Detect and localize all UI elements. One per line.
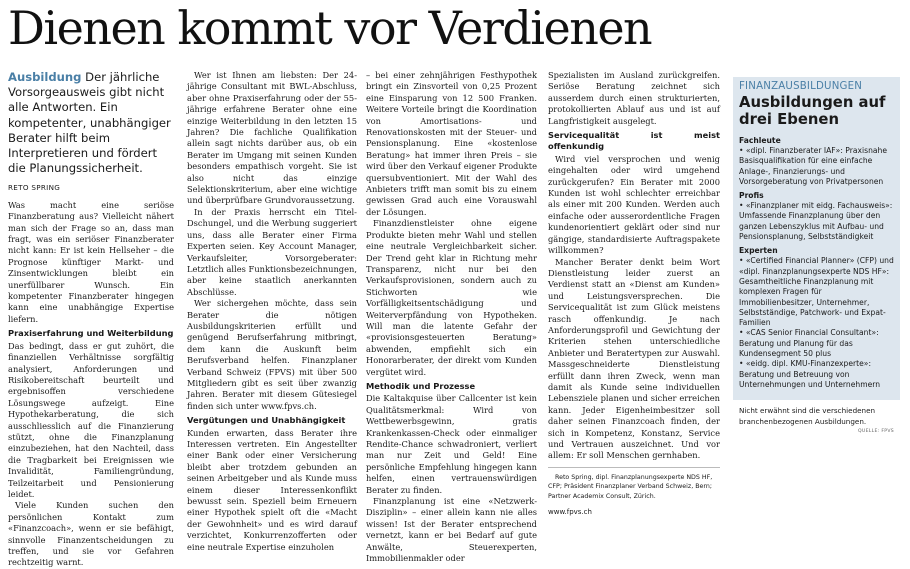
paragraph: Wer sichergehen möchte, dass sein Berater die nötigen Ausbildungskriterien erfüllt und genügend Berufserfahrung mitbringt, dem kann die Auskunft beim Berufsverband helfen. Finanzplaner Verband Schweiz (FPVS) mit über 500 Mitgliedern gibt es seit über zwanzig Jahren. Berater mit diesem Gütesiegel finden sich unter www.fpvs.ch. bbox=[187, 298, 357, 411]
paragraph: Mancher Berater denkt beim Wort Dienstleistung leider zuerst an Verdienst statt an «Dienst am Kunden» und Leistungsversprechen. Die Servicequalität ist zum Glück meistens rasch offenkundig. Je nach Anforderungsprofil und Gewichtung der Kriterien stehen unterschiedliche Anbieter und Beratertypen zur Auswahl. Massgeschneiderte Dienstleistung erfüllt dann ihren Zweck, wenn man damit als Kunde seine individuellen Lebensziele planen und sicher erreichen kann. Jeder Eigenheimbesitzer soll daher seinen Finanzcoach finden, der sich in Kompetenz, Konstanz, Service und Vertrauen auszeichnet. Und vor allem: Er soll Menschen gernhaben. bbox=[548, 256, 720, 461]
section-heading-profis: Profis bbox=[739, 191, 764, 201]
info-box bbox=[733, 77, 900, 507]
info-box-kicker: FINANZAUSBILDUNGEN bbox=[739, 81, 863, 92]
paragraph: Finanzplanung ist eine «Netzwerk-Disziplin» – einer allein kann nie alles wissen! Ist der Berater entsprechend vernetzt, kann er bei Bedarf auf gute Anwälte, Steuerexperten, Immobilienmakler oder bbox=[366, 496, 537, 564]
section-heading-fachleute: Fachleute bbox=[739, 136, 781, 145]
paragraph: Finanzdienstleister ohne eigene Produkte bieten mehr Wahl und stellen eine neutrale Vergleichbarkeit sicher. Der Trend geht klar in Richtung mehr Transparenz, nicht nur bei den Verkaufsprovisionen, sondern auch zu Stichworten wie Vorfälligkeitsentschädigung und Weiterverpfändung von Hypotheken. Will man die latente Gefahr der «provisionsgesteuerten Beratung» abwenden, empfiehlt sich ein Honorarberater, der direkt vom Kunden vergütet wird. bbox=[366, 218, 537, 377]
paragraph: Die Kaltakquise über Callcenter ist kein Qualitätsmerkmal: Wird von Wettbewerbsgewinn, gratis Krankenkassen-Check oder einmaliger Rendite-Chance schwadroniert, verliert man nur Zeit und Geld! Eine persönliche Empfehlung hingegen kann helfen, einen vertrauenswürdigen Berater zu finden. bbox=[366, 393, 537, 495]
lead bbox=[8, 70, 174, 176]
paragraph: Kunden erwarten, dass Berater ihre Interessen vertreten. Ein Angestellter einer Bank oder einer Versicherung bleibt aber trotzdem gebunden an seinen Arbeitgeber und als Kunde muss einem dieser Interessenkonflikt bewusst sein. Speziell beim Erneuern einer Hypothek spielt oft die «Macht der Gewohnheit» und es wird darauf verzichtet, Konkurrenzofferten oder eine neutrale Expertise einzuholen bbox=[187, 427, 357, 552]
paragraph: Viele Kunden suchen den persönlichen Kontakt zum «Finanzcoach», wenn er sie befähigt, sinnvolle Finanzentscheidungen zu treffen, und sie vor Gefahren rechtzeitig warnt. bbox=[8, 500, 174, 568]
paragraph: Wird viel versprochen und wenig eingehalten oder wird umgehend zurückgerufen? Ein Berater mit 2000 Kunden ist wohl schlechter erreichbar als einer mit 200 Kunden. Werden auch einfache oder ausserordentliche Fragen kundenorientiert geklärt oder sind nur gängige, standardisierte Auftragspakete willkommen? bbox=[548, 153, 720, 256]
paragraph: – bei einer zehnjährigen Festhypothek bringt ein Zinsvorteil von 0,25 Prozent eine Einsparung von 12 500 Franken. Weitere Vorteile bringt die Koordination von Amortisations- und Renovationskosten mit der Steuer- und Pensionsplanung. Eine «kostenlose Beratung» hat immer ihren Preis – sie wird über den Verkauf eigener Produkte quersubventioniert. Mit der Wahl des Anbieters trifft man somit bis zu einem gewissen Grad auch eine Vorauswahl der Lösungen. bbox=[366, 70, 537, 217]
lead-kicker: Ausbildung bbox=[8, 70, 82, 84]
subheading: Servicequalität ist meist offenkundig bbox=[548, 130, 720, 152]
subheading: Praxiserfahrung und Weiterbildung bbox=[8, 328, 174, 339]
subheading: Methodik und Prozesse bbox=[366, 380, 476, 391]
divider bbox=[548, 467, 720, 468]
source-label: QUELLE: FPVS bbox=[858, 428, 894, 434]
section-text-profis: • «Finanzplaner mit eidg. Fachausweis»: Umfassende Finanzplanung über den ganzen Lebenszyklus mit Aufbau- und Pensionsplanung, Selbstständigkeit bbox=[739, 201, 893, 242]
section-text-experten: • «Certified Financial Planner» (CFP) und «dipl. Finanzplanungsexperte NDS HF»: Gesamtheitliche Finanzplanung mit komplexen Fragen für Immobilienbesitzer, Unternehmer, Selbstständige, Patchwork- und Expat-Familien • «CAS Senior Financial Consultant»: Beratung und Planung für das Kundensegment 50 plus • «eidg. dipl. KMU-Finanzexperte»: Beratung und Betreuung von Unternehmungen und Unternehmern bbox=[739, 256, 894, 389]
column-4 bbox=[548, 70, 720, 517]
info-box-note: Nicht erwähnt sind die verschiedenen branchenbezogenen Ausbildungen. bbox=[739, 406, 876, 426]
author-credits: Reto Spring, dipl. Finanzplanungsexperte NDS HF, CFP; Präsident Finanzplaner Verband Schweiz, Bern; Partner Academix Consult, Zürich. bbox=[548, 473, 713, 500]
paragraph: Das bedingt, dass er gut zuhört, die finanziellen Verhältnisse sorgfältig analysiert, Anforderungen und Risikobereitschaft beurteilt und ergebnisoffen verschiedene Lösungswege aufzeigt. Eine Hypothekarberatung, die sich ausschliesslich auf die Finanzierung stützt, ohne die Finanzplanung einzubeziehen, hat den Nachteil, dass die Tragbarkeit bei Ereignissen wie Invalidität, Familiengründung, Teilzeitarbeit und Pensionierung leidet. bbox=[8, 340, 174, 499]
headline: Dienen kommt vor Verdienen bbox=[8, 1, 652, 55]
section-heading-experten: Experten bbox=[739, 246, 778, 256]
paragraph: Wer ist Ihnen am liebsten: Der 24-jährige Consultant mit BWL-Abschluss, aber ohne Praxiserfahrung oder der 55-jährige erfahrene Berater ohne eine einzige Weiterbildung in den letzten 15 Jahren? Die fachliche Qualifikation allein sagt nichts darüber aus, ob ein Berater im Umgang mit seinen Kunden besonders empathisch vorgeht. Sie ist also nicht das einzige Selektionskriterium, aber eine wichtige und überprüfbare Grundvoraussetzung. bbox=[187, 70, 357, 206]
byline: RETO SPRING bbox=[8, 183, 61, 193]
column-3 bbox=[366, 70, 537, 564]
paragraph: Spezialisten im Ausland zurückgreifen. Seriöse Beratung zeichnet sich ausserdem durch einen strukturierten, protokollierten Ablauf aus und ist auf Langfristigkeit ausgelegt. bbox=[548, 70, 720, 126]
info-box-title: Ausbildungen auf drei Ebenen bbox=[739, 94, 886, 128]
lead-text: Der jährliche Vorsorgeausweis gibt nicht alle Antworten. Ein kompetenter, unabhängiger Berater hilft beim Interpretieren und fördert die Planungssicherheit. bbox=[8, 70, 171, 176]
column-2 bbox=[187, 70, 357, 552]
section-text-fachleute: • «dipl. Finanzberater IAF»: Praxisnahe Basisqualifikation für eine einfache Anlage-, Finanzierungs- und Vorsorgeberatung von Privatpersonen bbox=[739, 146, 888, 186]
subheading: Vergütungen und Unabhängigkeit bbox=[187, 415, 346, 426]
paragraph: In der Praxis herrscht ein Titel-Dschungel, und die Werbung suggeriert uns, dass alle Berater einer Firma Experten seien. Key Account Manager, Verkaufsleiter, Vorsorgeberater: Letztlich alles Funktionsbezeichnungen, aber keine staatlich anerkannten Abschlüsse. bbox=[187, 206, 357, 297]
column-1 bbox=[8, 70, 174, 568]
website-url: www.fpvs.ch bbox=[548, 508, 592, 517]
info-box-panel bbox=[733, 77, 900, 400]
intro-paragraph: Was macht eine seriöse Finanzberatung aus? Vielleicht nähert man sich der Frage so an, dass man fragt, was ein seriöser Finanzberater nicht kann: Er ist kein Hellseher – die Prognose künftiger Markt- und Zinsentwicklungen bleibt ein unerfüllbarer Wunsch. Ein kompetenter Finanzberater hingegen kann eine unabhängige Expertise liefern. bbox=[8, 199, 174, 324]
